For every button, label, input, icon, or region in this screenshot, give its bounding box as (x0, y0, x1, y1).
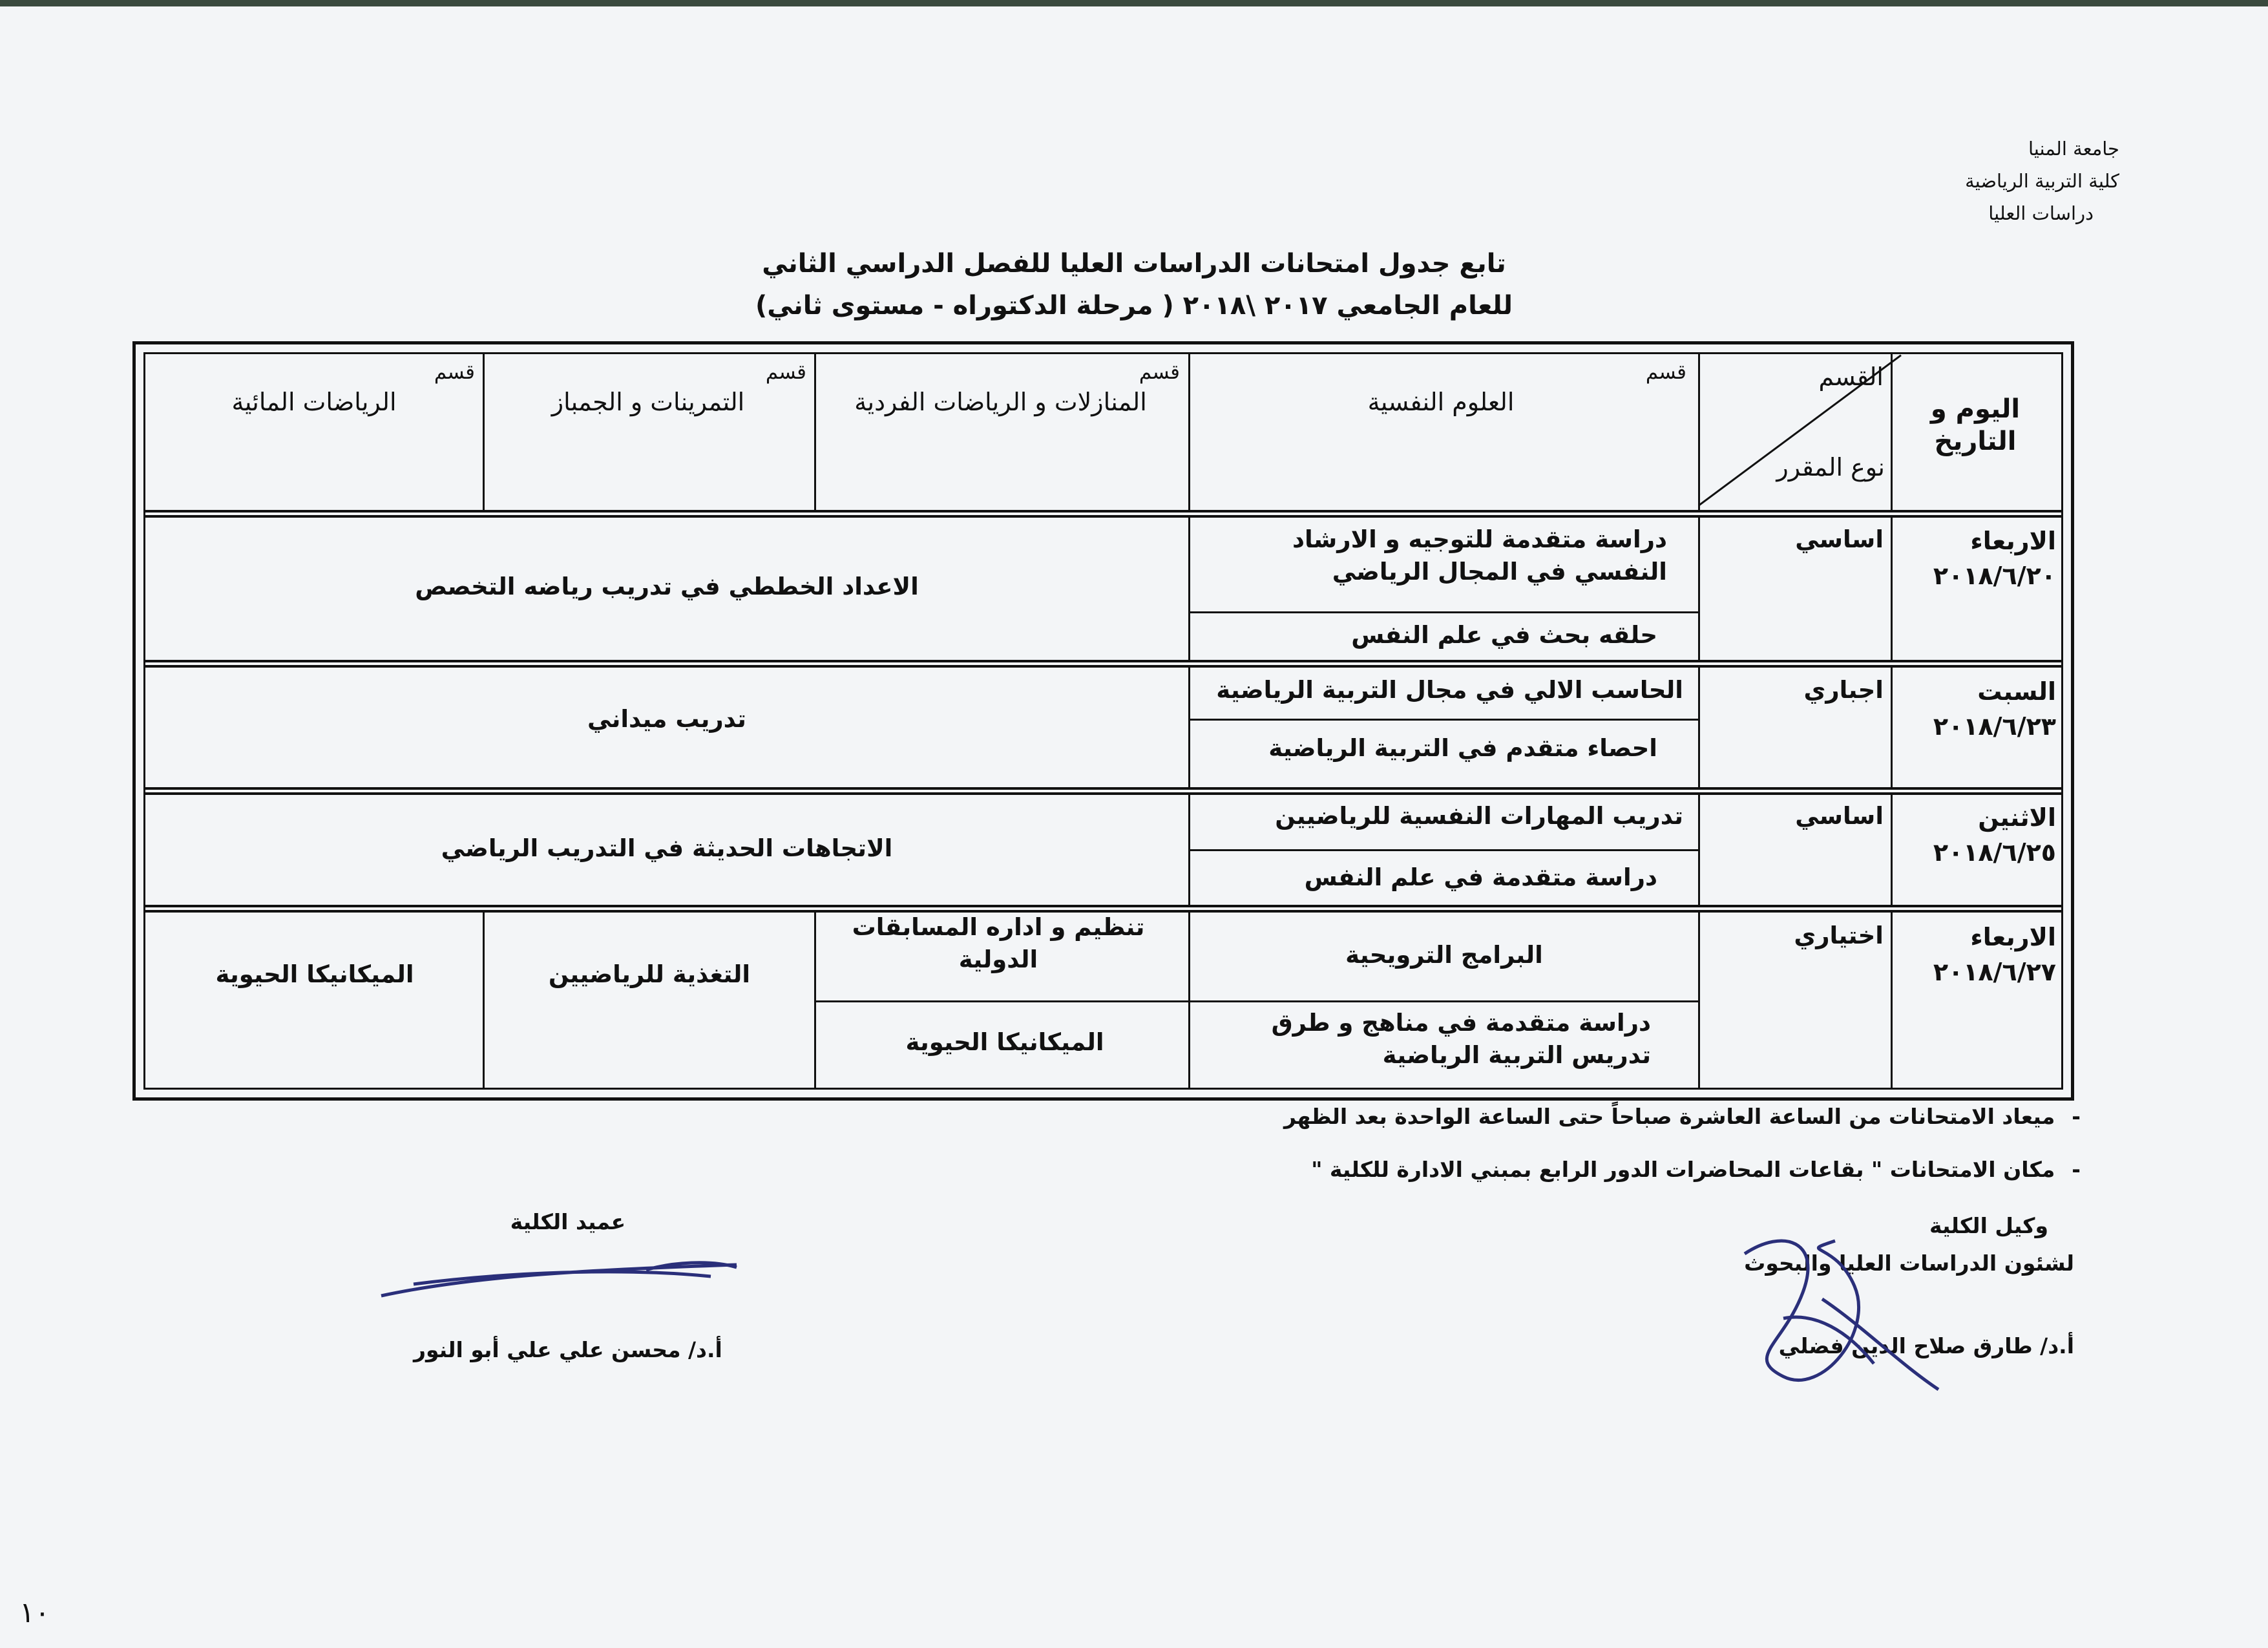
page-number: ١٠ (19, 1596, 50, 1629)
vice-dean-name: أ.د/ طارق صلاح الدين فضلي (1778, 1333, 2074, 1358)
header-aquatic (153, 359, 475, 419)
row1-date: ٢٠١٨/٦/٢٠ (1933, 562, 2056, 590)
scan-edge (0, 0, 2268, 6)
note-exam-time (659, 1104, 2081, 1129)
row3-day: الاثنين (1978, 803, 2056, 832)
col-divider-gym-header (483, 354, 485, 514)
institution-header (1732, 132, 2119, 229)
row2-day-date (1898, 674, 2056, 744)
row4-psych-course1: البرامج الترويحية (1345, 941, 1543, 969)
header-aquatic-prefix: قسم (434, 361, 475, 384)
dean-signature-scribble (375, 1251, 762, 1309)
vice-dean-title2: لشئون الدراسات العليا والبحوث (1744, 1251, 2074, 1276)
header-psych-name: العلوم النفسية (1367, 388, 1515, 416)
note-dash: - (2072, 1104, 2081, 1129)
subrow-line-1 (1188, 611, 1698, 613)
row4-day-date (1898, 920, 2056, 989)
table-inner-frame (143, 352, 2063, 1090)
col-divider-combat-row4 (814, 909, 816, 1088)
row3-date: ٢٠١٨/٦/٢٥ (1933, 838, 2056, 867)
row3-psych-course2: دراسة متقدمة في علم النفس (1304, 863, 1657, 891)
row1-day-date (1898, 523, 2056, 593)
row4-date: ٢٠١٨/٦/٢٧ (1933, 958, 2056, 986)
header-combat (821, 359, 1180, 419)
row2-psych-course1: الحاسب الالي في مجال التربية الرياضية (1216, 676, 1683, 704)
header-day-date: اليوم و التاريخ (1930, 394, 2021, 456)
row3-type: اساسي (1795, 802, 1884, 830)
row3-day-date (1898, 800, 2056, 870)
row2-day: السبت (1977, 677, 2056, 706)
header-gym-prefix: قسم (765, 361, 806, 384)
row1-merged-course: الاعداد الخططي في تدريب رياضه التخصص (415, 573, 919, 600)
document-subtitle: للعام الجامعي ٢٠١٧ \٢٠١٨ ( مرحلة الدكتوراه - مستوى ثاني) (755, 291, 1513, 321)
row4-combat-course1: تنظيم و اداره المسابقات الدولية (852, 913, 1145, 973)
subrow-line-2 (1188, 719, 1698, 721)
row4-gym-course: التغذية للرياضيين (548, 960, 751, 988)
col-divider-day (1891, 354, 1893, 1088)
row1-psych-course1: دراسة متقدمة للتوجيه و الارشاد النفسي في المجال الرياضي (1292, 525, 1667, 586)
header-dept-label: القسم (1818, 363, 1884, 391)
row1-day: الاربعاء (1970, 527, 2056, 555)
row3-merged-course: الاتجاهات الحديثة في التدريب الرياضي (441, 834, 893, 862)
row4-day: الاربعاء (1970, 923, 2056, 951)
header-combat-prefix: قسم (1139, 361, 1180, 384)
row2-merged-course: تدريب ميداني (587, 705, 746, 733)
col-divider-combat-header (814, 354, 816, 514)
row-separator-3 (145, 787, 2061, 795)
row4-combat-course2: الميكانيكا الحيوية (905, 1028, 1104, 1056)
header-aquatic-name: الرياضات المائية (231, 388, 397, 416)
vice-dean-title1: وكيل الكلية (1929, 1213, 2048, 1238)
row-separator-2 (145, 660, 2061, 668)
row3-psych-course1: تدريب المهارات النفسية للرياضيين (1275, 802, 1683, 830)
dean-name: أ.د/ محسن علي علي أبو النور (414, 1337, 722, 1362)
university-name: جامعة المنيا (2028, 138, 2119, 160)
col-divider-gym-row4 (483, 909, 485, 1088)
dean-title: عميد الكلية (510, 1209, 626, 1234)
row1-psych-course2: حلقه بحث في علم النفس (1351, 621, 1657, 649)
vice-dean-signature-scribble (1706, 1215, 1977, 1409)
note-time-text: ميعاد الامتحانات من الساعة العاشرة صباحاً حتى الساعة الواحدة بعد الظهر (1284, 1104, 2055, 1129)
note-place-text: مكان الامتحانات " بقاعات المحاضرات الدور الرابع بمبني الادارة للكلية " (1311, 1157, 2055, 1182)
col-divider-type (1698, 354, 1700, 1088)
department-name: دراسات العليا (1988, 202, 2094, 224)
header-combat-name: المنازلات و الرياضات الفردية (854, 388, 1147, 416)
row4-type: اختياري (1794, 922, 1884, 949)
note-exam-place (659, 1157, 2081, 1182)
header-gym-name: التمرينات و الجمباز (551, 388, 745, 416)
header-course-type: نوع المقرر (1776, 453, 1885, 481)
row4-psych-course2: دراسة متقدمة في مناهج و طرق تدريس التربية الرياضية (1271, 1009, 1651, 1069)
faculty-name: كلية التربية الرياضية (1965, 170, 2119, 192)
row1-type: اساسي (1795, 525, 1884, 553)
col-divider-psych (1188, 354, 1190, 1088)
exam-schedule-table (132, 341, 2074, 1101)
row-separator-1 (145, 510, 2061, 518)
header-psych (1195, 359, 1686, 419)
row2-type: اجباري (1803, 676, 1884, 704)
header-gym (490, 359, 806, 419)
row2-date: ٢٠١٨/٦/٢٣ (1933, 712, 2056, 741)
row2-psych-course2: احصاء متقدم في التربية الرياضية (1268, 734, 1657, 762)
document-title: تابع جدول امتحانات الدراسات العليا للفصل الدراسي الثاني (762, 249, 1506, 279)
subrow-line-4 (814, 1000, 1698, 1002)
row4-aquatic-course: الميكانيكا الحيوية (215, 960, 414, 988)
note-dash: - (2072, 1157, 2081, 1182)
header-psych-prefix: قسم (1645, 361, 1686, 384)
subrow-line-3 (1188, 849, 1698, 851)
